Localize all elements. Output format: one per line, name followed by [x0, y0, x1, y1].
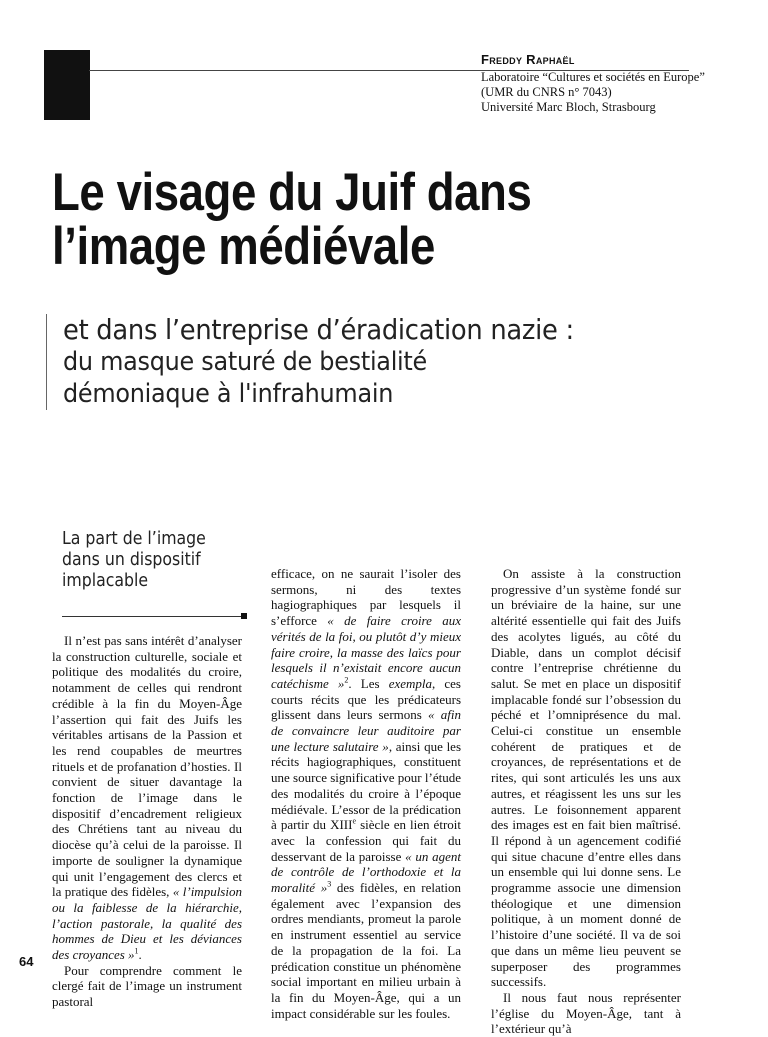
affiliation-line: Université Marc Bloch, Strasbourg	[481, 100, 656, 114]
section-heading-line-2: dans un dispositif	[62, 550, 201, 570]
decorative-black-square	[44, 50, 90, 120]
footnote-ref: 1	[134, 946, 139, 956]
section-heading-line-3: implacable	[62, 571, 149, 591]
affiliation-line: Laboratoire “Cultures et sociétés en Europe”	[481, 70, 705, 84]
title-line-1: Le visage du Juif dans	[52, 163, 532, 222]
article-title	[52, 163, 532, 276]
paragraph: Pour comprendre comment le clergé fait de l’image un instrument pastoral	[52, 962, 242, 1010]
author-block	[481, 52, 741, 115]
footnote-ref: 2	[344, 675, 349, 685]
paragraph: Il nous faut nous représenter l’église du Moyen-Âge, tant à l’extérieur qu’à	[491, 989, 681, 1037]
section-heading-line-1: La part de l’image	[62, 529, 206, 549]
page-number: 64	[19, 954, 34, 969]
paragraph: On assiste à la construction progressive d’un système fondé sur un bréviaire de la haine, sur une altérité essentielle qui fait des Juifs des acolytes ligués, au côté du Diable, dans un complot décisif contre l’entreprise chrétienne du salut. Se met en place un dispositif implacable fondé sur l’obsession du péché et l’omniprésence du mal. Celui-ci constitue un ensemble cohérent de pratiques et de croyances, de représentations et de rites, qui sont articulés les uns aux autres, et réagissent les uns sur les autres. Le foisonnement apparent des images est en fait bien maîtrisé. Il répond à un agencement codifié qui situe chacune d’entre elles dans un ensemble qui lui donne sens. Le programme associe une dimension théologique et une dimension politique, à un moment donné de l’histoire d’une société. Il va de soi que dans un même lieu peuvent se superposer des programmes successifs.	[491, 566, 681, 990]
subtitle-line-2: du masque saturé de bestialité	[63, 347, 427, 377]
section-heading	[62, 529, 244, 592]
section-heading-square	[241, 613, 247, 619]
section-heading-rule	[62, 616, 246, 617]
author-name: Freddy Raphaël	[481, 52, 575, 67]
subtitle-line-1: et dans l’entreprise d’éradication nazie :	[63, 313, 574, 346]
text-column-3	[491, 566, 681, 1037]
affiliation-line: (UMR du CNRS n° 7043)	[481, 85, 612, 99]
text-column-2	[271, 566, 461, 1021]
text-column-1	[52, 633, 242, 1010]
title-line-2: l’image médiévale	[52, 217, 435, 276]
footnote-ref: 3	[327, 879, 332, 889]
paragraph: efficace, on ne saurait l’isoler des sermons, ni des textes hagiographiques par lesquels il s’efforce « de faire croire aux vérités de la foi, ou plutôt d’y mieux faire croire, la masse des laïcs pour lesquels il n’existait encore aucun catéchisme »$^2$. Les exempla, ces courts récits que les prédicateurs glissent dans leurs sermons « afin de convaincre leur auditoire par une lecture salutaire », ainsi que les récits hagiographiques, constituent une source significative pour l’étude des modalités du croire à l’époque médiévale. L’essor de la prédication à partir du XIIIe siècle en lien étroit avec la confession qui fait du desservant de la paroisse « un agent de contrôle de l’orthodoxie et la moralité »$^3$ des fidèles, en relation également avec l’expansion des ordres mendiants, promeut la parole en instrument essentiel au service de la propagation de la foi. La prédication constitue un phénomène social important en milieu urbain à la fin du Moyen-Âge, qui a un impact considérable sur les foules.	[271, 566, 462, 1021]
paragraph: Il n’est pas sans intérêt d’analyser la construction culturelle, sociale et politique des modalités du croire, notamment de celles qui rendront crédible à la fin du Moyen-Âge l’assertion qui fait des Juifs les véritables artisans de la Passion et les rend coupables de meurtres rituels et de profanation d’hosties. Il convient de situer davantage la fonction de l’image dans le dispositif d’encadrement religieux des Chrétiens tant au niveau du diocèse qu’à celui de la paroisse. Il importe de souligner la dynamique qui unit l’engagement des clercs et la pratique des fidèles, « l’impulsion ou la faiblesse de la hiérarchie, l’action pastorale, la qualité des hommes de Dieu et les déviances des croyances »$^1$.	[52, 633, 242, 963]
article-subtitle	[46, 314, 618, 410]
subtitle-line-3: démoniaque à l'infrahumain	[63, 379, 394, 409]
